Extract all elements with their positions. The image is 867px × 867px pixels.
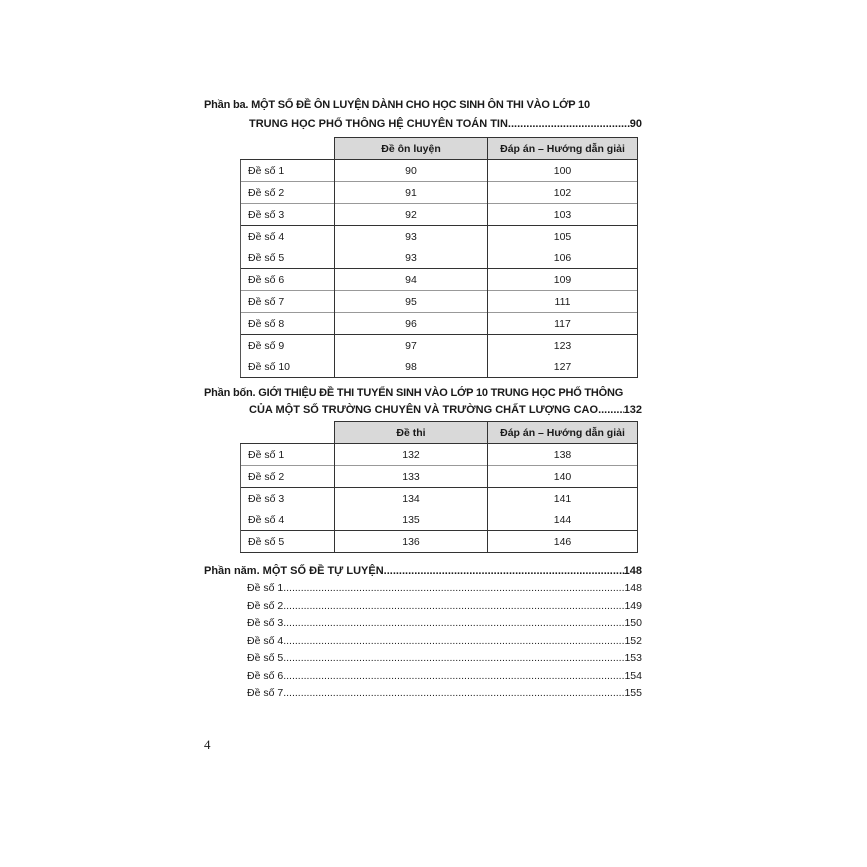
row-answer-page: 140 xyxy=(488,466,638,488)
row-page: 90 xyxy=(335,160,488,182)
row-answer-page: 127 xyxy=(488,356,638,378)
row-label: Đề số 4 xyxy=(241,509,335,531)
leader-dots xyxy=(283,652,624,664)
toc-entry-label: Đề số 1 xyxy=(247,582,284,594)
header-exam: Đề thi xyxy=(335,422,488,444)
part4-table xyxy=(240,421,638,553)
toc-entry[interactable] xyxy=(247,670,642,682)
table-row xyxy=(241,509,638,531)
table-row xyxy=(241,488,638,510)
part4-toc-entry[interactable] xyxy=(249,404,642,416)
row-page: 136 xyxy=(335,531,488,553)
row-answer-page: 102 xyxy=(488,182,638,204)
header-blank xyxy=(241,138,335,160)
toc-entry-label: Đề số 7 xyxy=(247,687,284,699)
row-answer-page: 100 xyxy=(488,160,638,182)
row-label: Đề số 4 xyxy=(241,226,335,248)
header-answers: Đáp án – Hướng dẫn giải xyxy=(488,422,638,444)
row-label: Đề số 2 xyxy=(241,182,335,204)
row-label: Đề số 7 xyxy=(241,291,335,313)
row-page: 134 xyxy=(335,488,488,510)
part4-page: 132 xyxy=(623,404,642,416)
row-answer-page: 144 xyxy=(488,509,638,531)
toc-entry-label: Đề số 6 xyxy=(247,669,284,682)
header-blank xyxy=(241,422,335,444)
table-row xyxy=(241,313,638,335)
row-page: 135 xyxy=(335,509,488,531)
toc-entry-label: Đề số 3 xyxy=(247,617,284,629)
part4-title-line1: Phần bốn. GIỚI THIỆU ĐỀ THI TUYỂN SINH VÀO LỚP 10 TRUNG HỌC PHỔ THÔNG xyxy=(204,387,624,399)
leader-dots xyxy=(283,670,624,682)
row-label: Đề số 1 xyxy=(241,160,335,182)
table-row xyxy=(241,226,638,248)
header-practice: Đề ôn luyện xyxy=(335,138,488,160)
toc-entry-page: 148 xyxy=(624,582,642,594)
row-page: 91 xyxy=(335,182,488,204)
toc-entry-page: 153 xyxy=(624,652,642,664)
part3-title-line2: TRUNG HỌC PHỔ THÔNG HỆ CHUYÊN TOÁN TIN xyxy=(249,118,508,130)
row-page: 96 xyxy=(335,313,488,335)
row-label: Đề số 9 xyxy=(241,335,335,357)
part5-page: 148 xyxy=(623,565,642,577)
row-page: 133 xyxy=(335,466,488,488)
leader-dots xyxy=(598,404,624,416)
row-answer-page: 141 xyxy=(488,488,638,510)
page-number: 4 xyxy=(204,737,211,752)
row-page: 98 xyxy=(335,356,488,378)
part5-title: Phần năm. MỘT SỐ ĐỀ TỰ LUYỆN xyxy=(204,565,384,577)
row-label: Đề số 5 xyxy=(241,247,335,269)
toc-entry[interactable] xyxy=(247,635,642,647)
toc-entry-label: Đề số 4 xyxy=(247,634,284,647)
table-row xyxy=(241,444,638,466)
row-label: Đề số 8 xyxy=(241,313,335,335)
table-row xyxy=(241,356,638,378)
row-page: 93 xyxy=(335,226,488,248)
row-label: Đề số 6 xyxy=(241,269,335,291)
leader-dots xyxy=(508,118,630,130)
row-label: Đề số 3 xyxy=(241,488,335,510)
row-label: Đề số 10 xyxy=(241,356,335,378)
row-page: 95 xyxy=(335,291,488,313)
row-label: Đề số 1 xyxy=(241,444,335,466)
toc-entry-page: 149 xyxy=(624,599,642,612)
table-row xyxy=(241,531,638,553)
leader-dots xyxy=(283,617,624,629)
leader-dots xyxy=(283,687,624,699)
row-answer-page: 123 xyxy=(488,335,638,357)
table-row xyxy=(241,204,638,226)
row-answer-page: 109 xyxy=(488,269,638,291)
toc-entry[interactable] xyxy=(247,600,642,612)
row-page: 97 xyxy=(335,335,488,357)
leader-dots xyxy=(283,600,624,612)
part3-page: 90 xyxy=(629,118,642,130)
part5-toc-entry[interactable] xyxy=(204,565,642,577)
toc-entry-page: 150 xyxy=(624,617,642,629)
table-row xyxy=(241,182,638,204)
row-label: Đề số 3 xyxy=(241,204,335,226)
row-page: 93 xyxy=(335,247,488,269)
toc-entry[interactable] xyxy=(247,687,642,699)
part3-toc-entry[interactable] xyxy=(249,118,642,130)
row-answer-page: 105 xyxy=(488,226,638,248)
table-row xyxy=(241,466,638,488)
leader-dots xyxy=(283,582,624,594)
toc-entry[interactable] xyxy=(247,617,642,629)
row-answer-page: 106 xyxy=(488,247,638,269)
row-answer-page: 138 xyxy=(488,444,638,466)
row-answer-page: 103 xyxy=(488,204,638,226)
toc-entry-label: Đề số 5 xyxy=(247,652,284,664)
toc-entry[interactable] xyxy=(247,582,642,594)
header-answers: Đáp án – Hướng dẫn giải xyxy=(488,138,638,160)
row-page: 92 xyxy=(335,204,488,226)
leader-dots xyxy=(283,635,624,647)
part3-title-line1: Phần ba. MỘT SỐ ĐỀ ÔN LUYỆN DÀNH CHO HỌC SINH ÔN THI VÀO LỚP 10 xyxy=(204,99,590,111)
part3-table xyxy=(240,137,638,378)
table-row xyxy=(241,160,638,182)
toc-entry-page: 152 xyxy=(624,634,642,647)
row-label: Đề số 2 xyxy=(241,466,335,488)
part4-title-line2: CỦA MỘT SỐ TRƯỜNG CHUYÊN VÀ TRƯỜNG CHẤT LƯỢNG CAO xyxy=(249,404,599,416)
toc-entry-page: 154 xyxy=(624,669,642,682)
table-row xyxy=(241,269,638,291)
row-page: 132 xyxy=(335,444,488,466)
toc-entry[interactable] xyxy=(247,652,642,664)
row-answer-page: 117 xyxy=(488,313,638,335)
row-answer-page: 111 xyxy=(488,291,638,313)
toc-entry-page: 155 xyxy=(624,687,642,699)
table-row xyxy=(241,291,638,313)
leader-dots xyxy=(384,565,624,577)
toc-entry-label: Đề số 2 xyxy=(247,599,284,612)
row-page: 94 xyxy=(335,269,488,291)
row-label: Đề số 5 xyxy=(241,531,335,553)
table-row xyxy=(241,247,638,269)
table-row xyxy=(241,335,638,357)
row-answer-page: 146 xyxy=(488,531,638,553)
